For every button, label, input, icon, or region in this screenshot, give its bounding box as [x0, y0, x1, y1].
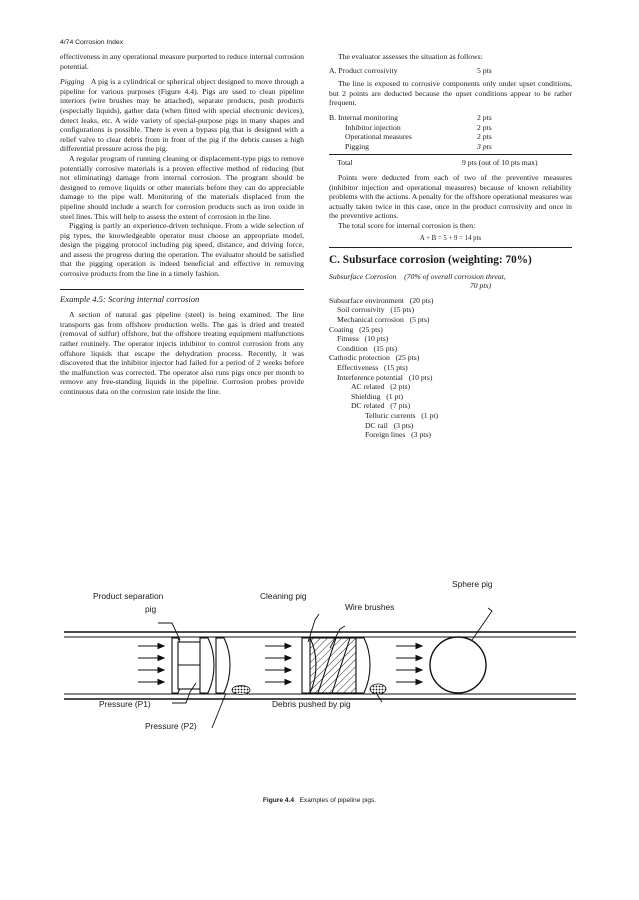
cleaning-pig — [302, 638, 370, 693]
pigging-paragraph — [60, 77, 304, 154]
pig-diagram — [60, 580, 580, 765]
product-corrosivity-value: 5 pts — [477, 65, 492, 75]
pigging-row — [329, 142, 572, 152]
flow-arrows-left — [138, 644, 164, 685]
subsurface-desc: (70% of overall corrosion threat, — [404, 271, 506, 281]
sphere-pig — [430, 637, 486, 693]
example-title: Example 4.5: Scoring internal corrosion — [60, 293, 200, 304]
section-title: C. Subsurface corrosion (weighting: 70%) — [329, 254, 532, 267]
score-list-item: Subsurface environment (20 pts) — [329, 295, 434, 305]
b-item-label: Operational measures — [345, 132, 412, 142]
b-item-value: 2 pts — [477, 112, 492, 122]
pressure-p2-label: Pressure (P2) — [145, 721, 197, 731]
score-list-item: DC related (7 pts) — [351, 401, 411, 411]
section-rule — [329, 247, 572, 248]
product-separation-pig — [172, 638, 230, 693]
right-column — [329, 52, 572, 440]
example-rule — [60, 289, 304, 290]
subsurface-term: Subsurface Corrosion — [329, 271, 397, 281]
debris-2 — [370, 684, 386, 694]
left-paragraph-example: A section of natural gas pipeline (steel) is being examined. The line transports gas from offshore production wells. The gas is dried and treated (removal of sulfur) offshore, but the offshore treating equipment malfunctions rather routinely. The operator injects inhibitor to control corrosion from any offshore liquids that escape the dehydration process. Recently, it was discovered that the inhibitor injector had failed for a period of 2 weeks before the malfunction was corrected. The operator also runs pigs once per month to remove any free-standing liquids in the pipeline. Corrosion probes provide continuous data on the corrosion rate inside the line. — [60, 310, 304, 396]
b-item-value: 3 pts — [477, 141, 492, 151]
left-paragraph-experience: Pigging is partly an experience-driven technique. From a wide selection of pig types, the knowledgeable operator must choose an appropriate model, design the pigging protocol including pig speed, distance, and driving force, and assess the progress during the operation. The evaluator should be satisfied that the pigging operation is indeed beneficial and effective in removing corrosive products from the line in a timely fashion. — [60, 221, 304, 279]
right-paragraph-total: The total score for internal corrosion is then: — [338, 220, 476, 230]
total-value: 9 pts (out of 10 pts max) — [462, 158, 538, 168]
pressure-p1-label: Pressure (P1) — [99, 699, 151, 709]
cleaning-pig-label: Cleaning pig — [260, 591, 307, 601]
monitoring-row — [329, 113, 572, 123]
b-item-label: Inhibitor injection — [345, 122, 401, 132]
debris-1 — [232, 686, 250, 695]
operational-row — [329, 132, 572, 142]
left-paragraph-program: A regular program of running cleaning or displacement-type pigs to remove potentially corrosive materials is a proven effective method of reducing (but not eliminating) damage from internal corrosion. The program should be designed to remove liquids or other materials before they can do appreciable damage to the pipe wall. Monitoring of the materials displaced from the pipeline should include a search for corrosion products such as iron oxide in steel lines. This will help to assess the extent of corrosion in the line. — [60, 153, 304, 221]
subsurface-desc-line2: 70 pts) — [469, 281, 492, 291]
product-corrosivity-row — [329, 66, 572, 76]
figure-caption — [0, 797, 639, 804]
pigging-text: A pig is a cylindrical or spherical object designed to move through a pipeline for various purposes (Figure 4.4). Pigs are used to clean pipeline interiors (wire brushes may be attached), separate products, push products (especially liquids), gather data (when fitted with special electronic devices), detect leaks, etc. A wide variety of special-purpose pigs in many shapes and configurations is possible. There is even a bypass pig that is designed with a relief valve to clear debris from in front of the pig if the debris causes a high differential pressure across the pig. — [60, 77, 304, 154]
b-item-label: Pigging — [345, 141, 369, 151]
left-column — [60, 52, 304, 397]
pigging-term: Pigging — [60, 77, 85, 87]
subsurface-heading — [329, 272, 572, 282]
flow-arrows-middle — [265, 644, 291, 685]
pig-figure — [60, 580, 580, 765]
score-list-item: Interference potential (10 pts) — [337, 372, 433, 382]
product-separation-label: Product separation — [93, 591, 164, 601]
b-item-value: 2 pts — [477, 122, 492, 132]
score-list-item: Shielding (1 pt) — [351, 391, 404, 401]
caption-number: Figure 4.4 — [262, 797, 295, 804]
score-list-item: Cathodic protection (25 pts) — [329, 353, 420, 363]
sphere-pig-label: Sphere pig — [452, 579, 493, 589]
caption-text: Examples of pipeline pigs. — [299, 797, 377, 804]
score-list-item: Fitness (10 pts) — [337, 334, 389, 344]
left-paragraph-intro: effectiveness in any operational measure purported to reduce internal corrosion potential. — [60, 52, 304, 71]
score-list-item: Condition (15 pts) — [337, 343, 398, 353]
right-paragraph-exposure: The line is exposed to corrosive components only under upset conditions, but 2 points are deducted because the upset conditions appear to be rather frequent. — [329, 79, 572, 108]
total-rule — [329, 154, 572, 155]
product-corrosivity-label: A. Product corrosivity — [329, 65, 398, 75]
wire-brushes-label: Wire brushes — [345, 602, 395, 612]
b-item-label: B. Internal monitoring — [329, 112, 398, 122]
subsurface-score-list — [329, 296, 572, 440]
score-list-item: AC related (2 pts) — [351, 382, 411, 392]
running-header: 4/74 Corrosion Index — [60, 39, 124, 46]
pig-label: pig — [145, 604, 157, 614]
right-paragraph-assess: The evaluator assesses the situation as follows: — [338, 52, 483, 61]
debris-label: Debris pushed by pig — [272, 699, 351, 709]
score-formula: A + B = 5 + 9 = 14 pts — [419, 234, 482, 242]
b-item-value: 2 pts — [477, 132, 492, 142]
score-list-item: Foreign lines (3 pts) — [365, 430, 431, 440]
score-list-item: Coating (25 pts) — [329, 324, 383, 334]
score-list-item: DC rail (3 pts) — [365, 420, 414, 430]
total-label: Total — [337, 158, 353, 168]
total-row — [329, 158, 572, 168]
score-list-item: Soil corrosivity (15 pts) — [337, 305, 415, 315]
right-paragraph-penalty: Points were deducted from each of two of the preventive measures (inhibitor injection and operational measures) because of known reliability problems with the actions. A penalty for the offshore operational measures was actually taken twice in this case, once in the product corrosivity and once in the preventive actions. — [329, 172, 572, 221]
flow-arrows-right — [396, 644, 422, 685]
score-list-item: Effectiveness (15 pts) — [337, 363, 408, 373]
inhibitor-row — [329, 123, 572, 133]
score-list-item: Telluric currents (1 pt) — [365, 411, 439, 420]
score-list-item: Mechanical corrosion (5 pts) — [337, 315, 430, 325]
